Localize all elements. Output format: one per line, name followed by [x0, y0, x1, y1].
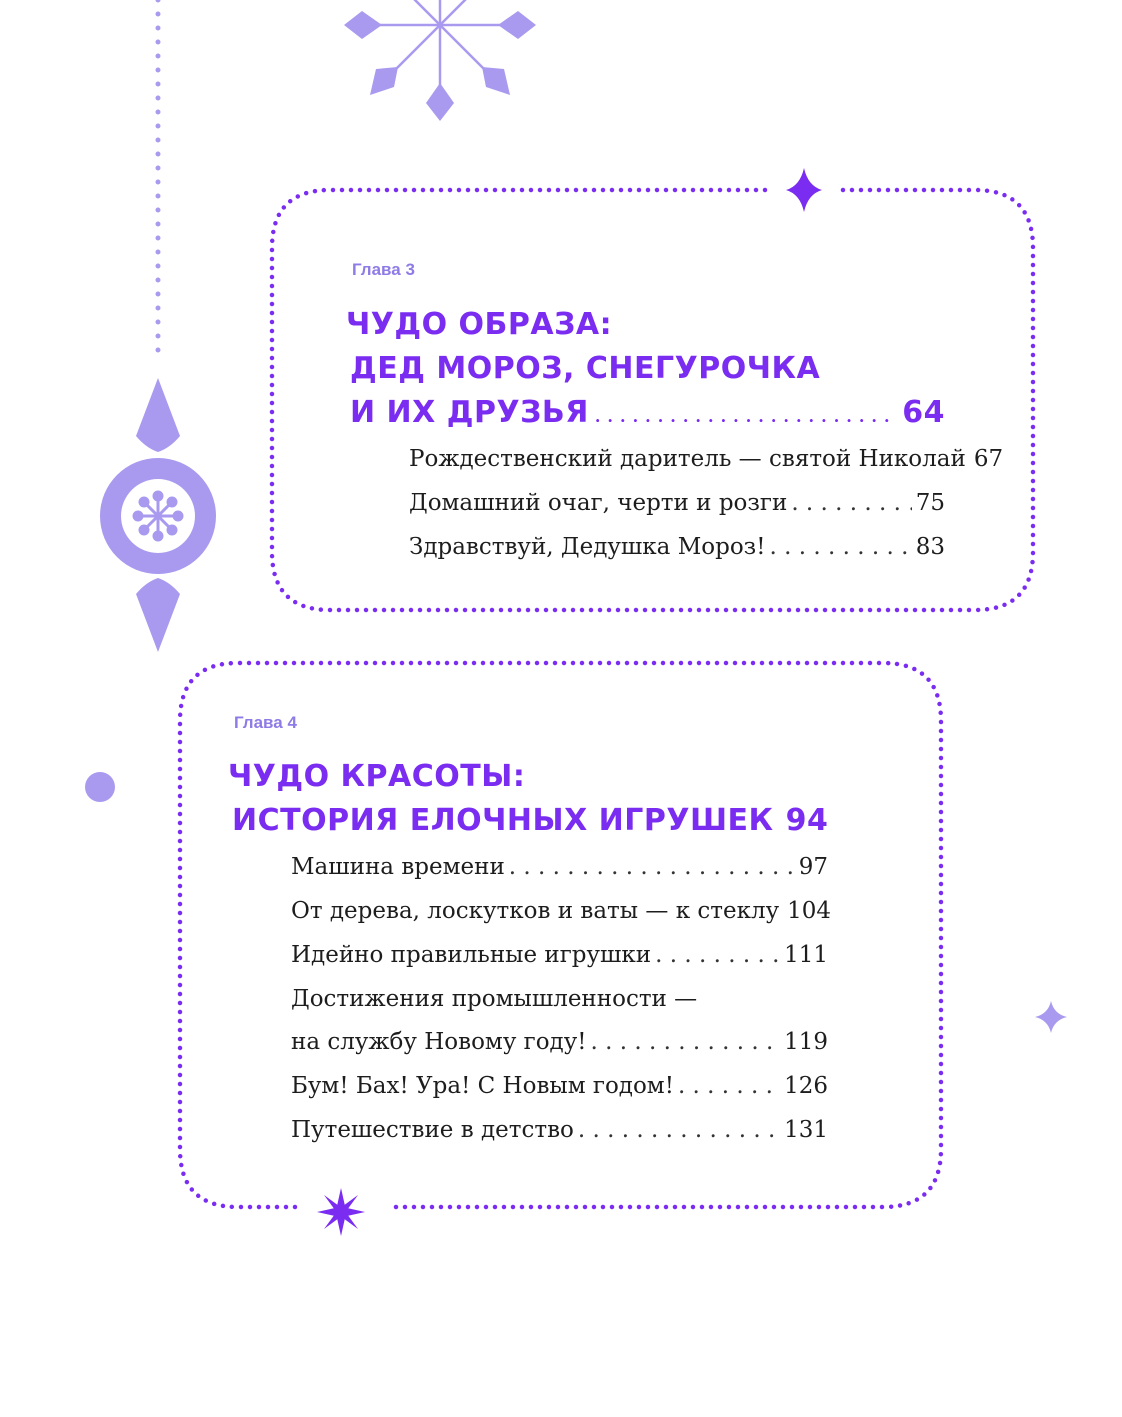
- toc-entry-title: Идейно правильные игрушки: [291, 942, 652, 968]
- toc-entry-page: 83: [915, 534, 945, 560]
- toc-leader: [791, 488, 911, 518]
- toc-entry[interactable]: [291, 896, 832, 926]
- toc-entry-page: 119: [784, 1029, 828, 1055]
- chapter3-title-row[interactable]: [350, 390, 945, 436]
- toc-entry-title: Бум! Бах! Ура! С Новым годом!: [291, 1073, 674, 1099]
- toc-entry[interactable]: [291, 1027, 828, 1057]
- toc-entry[interactable]: [291, 852, 828, 882]
- toc-entry-title: на службу Новому году!: [291, 1029, 587, 1055]
- sparkle-icon: [786, 168, 822, 212]
- chapter4-label: Глава 4: [234, 713, 297, 732]
- toc-entry-title: Машина времени: [291, 854, 505, 880]
- chapter3-title-line3: И ИХ ДРУЗЬЯ: [350, 395, 589, 430]
- toc-entry-title: Путешествие в детство: [291, 1117, 574, 1143]
- chapter3-page: 64: [902, 395, 945, 430]
- toc-entry[interactable]: [409, 488, 945, 518]
- chapter3-title-line2: ДЕД МОРОЗ, СНЕГУРОЧКА: [350, 351, 821, 386]
- snowflake-icon: [344, 0, 536, 121]
- chapter3-title-line1: ЧУДО ОБРАЗА:: [346, 307, 613, 342]
- chapter3-title-leader: [595, 407, 896, 426]
- toc-leader: [769, 532, 911, 562]
- toc-entry[interactable]: [409, 532, 945, 562]
- toc-leader: [655, 940, 780, 970]
- starburst-icon: [317, 1188, 365, 1236]
- toc-entry-page: 67: [973, 446, 1004, 472]
- sparkle-right-icon: [1035, 1001, 1067, 1033]
- toc-entry-page: 111: [784, 942, 828, 968]
- toc-entry-page: 131: [784, 1117, 828, 1143]
- ornament-icon: [100, 378, 216, 652]
- toc-leader: [678, 1071, 780, 1101]
- toc-entry-title: Достижения промышленности —: [291, 986, 698, 1012]
- toc-entry[interactable]: [291, 1071, 828, 1101]
- toc-entry-page: 75: [915, 490, 945, 516]
- toc-entry-title: От дерева, лоскутков и ваты — к стеклу: [291, 898, 780, 924]
- dot-icon: [85, 772, 115, 802]
- toc-entry-page: 126: [784, 1073, 828, 1099]
- chapter4-title-line1: ЧУДО КРАСОТЫ:: [228, 759, 526, 794]
- toc-entry[interactable]: [291, 1115, 828, 1145]
- chapter4-title-line2: ИСТОРИЯ ЕЛОЧНЫХ ИГРУШЕК: [232, 803, 774, 838]
- toc-leader: [578, 1115, 780, 1145]
- chapter3-label: Глава 3: [352, 260, 415, 279]
- toc-entry-title: Рождественский даритель — святой Николай: [409, 446, 966, 472]
- toc-entry-page: 104: [787, 898, 832, 924]
- toc-entry-continued[interactable]: [291, 984, 828, 1014]
- toc-leader: [509, 852, 795, 882]
- toc-entry-page: 97: [798, 854, 828, 880]
- toc-entry[interactable]: [291, 940, 828, 970]
- toc-leader: [591, 1027, 781, 1057]
- chapter4-page: 94: [785, 803, 829, 838]
- toc-entry[interactable]: [409, 444, 1004, 474]
- toc-entry-title: Здравствуй, Дедушка Мороз!: [409, 534, 766, 560]
- toc-entry-title: Домашний очаг, черти и розги: [409, 490, 788, 516]
- chapter4-title-row[interactable]: [232, 798, 828, 844]
